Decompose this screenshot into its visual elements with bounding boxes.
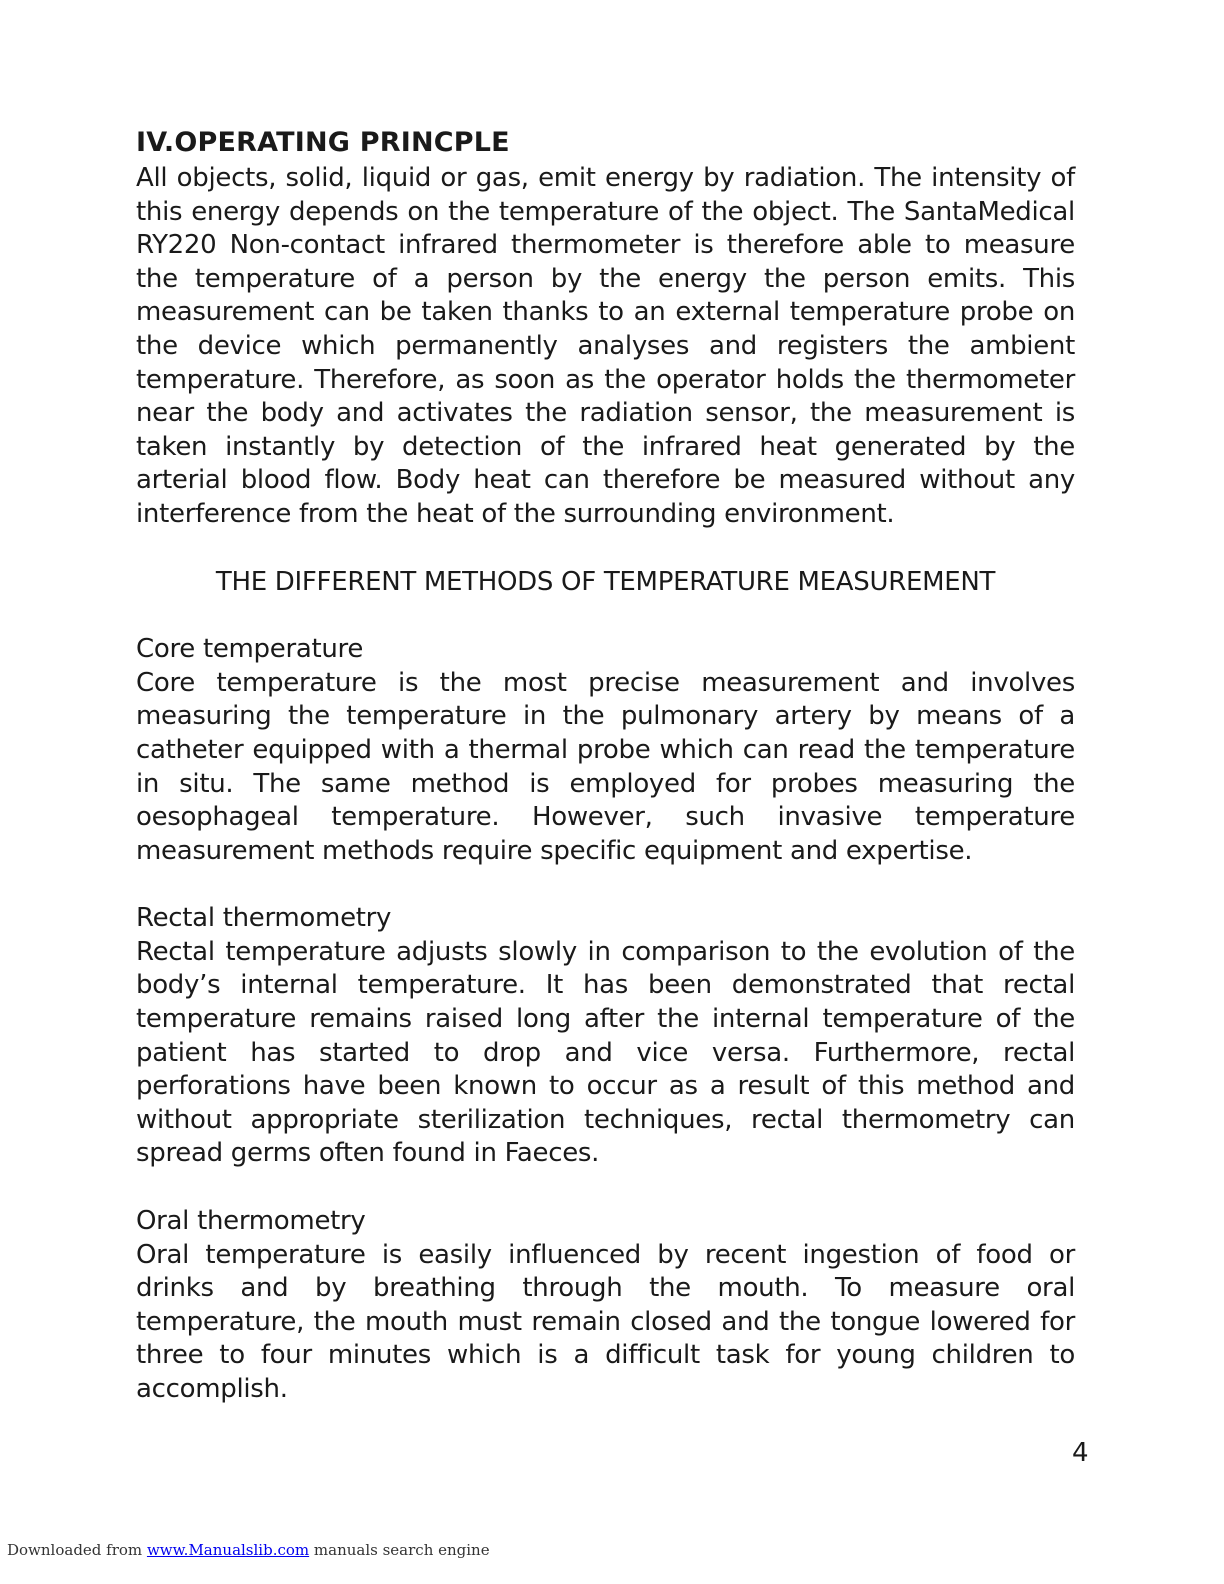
subsection-title: Oral thermometry [136,1206,366,1237]
oral-thermometry-section [136,1205,1075,1407]
rectal-thermometry-section [136,902,1075,1171]
subsection-title: Rectal thermometry [136,903,392,934]
subsection-body: Core temperature is the most precise measurement and involves measuring the temperature in the pulmonary artery by means of a catheter equipped with a thermal probe which can read the temperature in situ. The same method is employed for probes measuring the oesophageal temperature. However, such invasive temperature measurement methods require specific equipment and expertise. [136,667,1075,866]
footer-suffix: manuals search engine [313,1541,490,1559]
intro-paragraph: All objects, solid, liquid or gas, emit energy by radiation. The intensity of this energy depends on the temperature of the object. The SantaMedical RY220 Non-contact infrared thermometer is therefore able to measure the temperature of a person by the energy the person emits. This measurement can be taken thanks to an external temperature probe on the device which permanently analyses and registers the ambient temperature. Therefore, as soon as the operator holds the thermometer near the body and activates the radiation sensor, the measurement is taken instantly by detection of the infrared heat generated by the arterial blood flow. Body heat can therefore be measured without any interference from the heat of the surrounding environment. [136,163,1075,529]
core-temperature-section [136,633,1075,868]
subsection-body: Oral temperature is easily influenced by recent ingestion of food or drinks and by breathing through the mouth. To measure oral temperature, the mouth must remain closed and the tongue lowered for three to four minutes which is a difficult task for young children to accomplish. [136,1239,1075,1404]
page-number: 4 [1072,1438,1089,1468]
manualslib-link[interactable]: www.Manualslib.com [146,1541,310,1559]
methods-title: THE DIFFERENT METHODS OF TEMPERATURE MEASUREMENT [215,566,996,597]
footer-prefix: Downloaded from [7,1541,143,1559]
subsection-body: Rectal temperature adjusts slowly in comparison to the evolution of the body’s internal temperature. It has been demonstrated that rectal temperature remains raised long after the internal temperature of the patient has started to drop and vice versa. Furthermore, rectal perforations have been known to occur as a result of this method and without appropriate sterilization techniques, rectal thermometry can spread germs often found in Faeces. [136,936,1075,1169]
section-heading: IV.OPERATING PRINCPLE [136,127,510,158]
download-footer [7,1541,490,1559]
document-page [136,124,1075,1407]
subsection-title: Core temperature [136,634,364,665]
